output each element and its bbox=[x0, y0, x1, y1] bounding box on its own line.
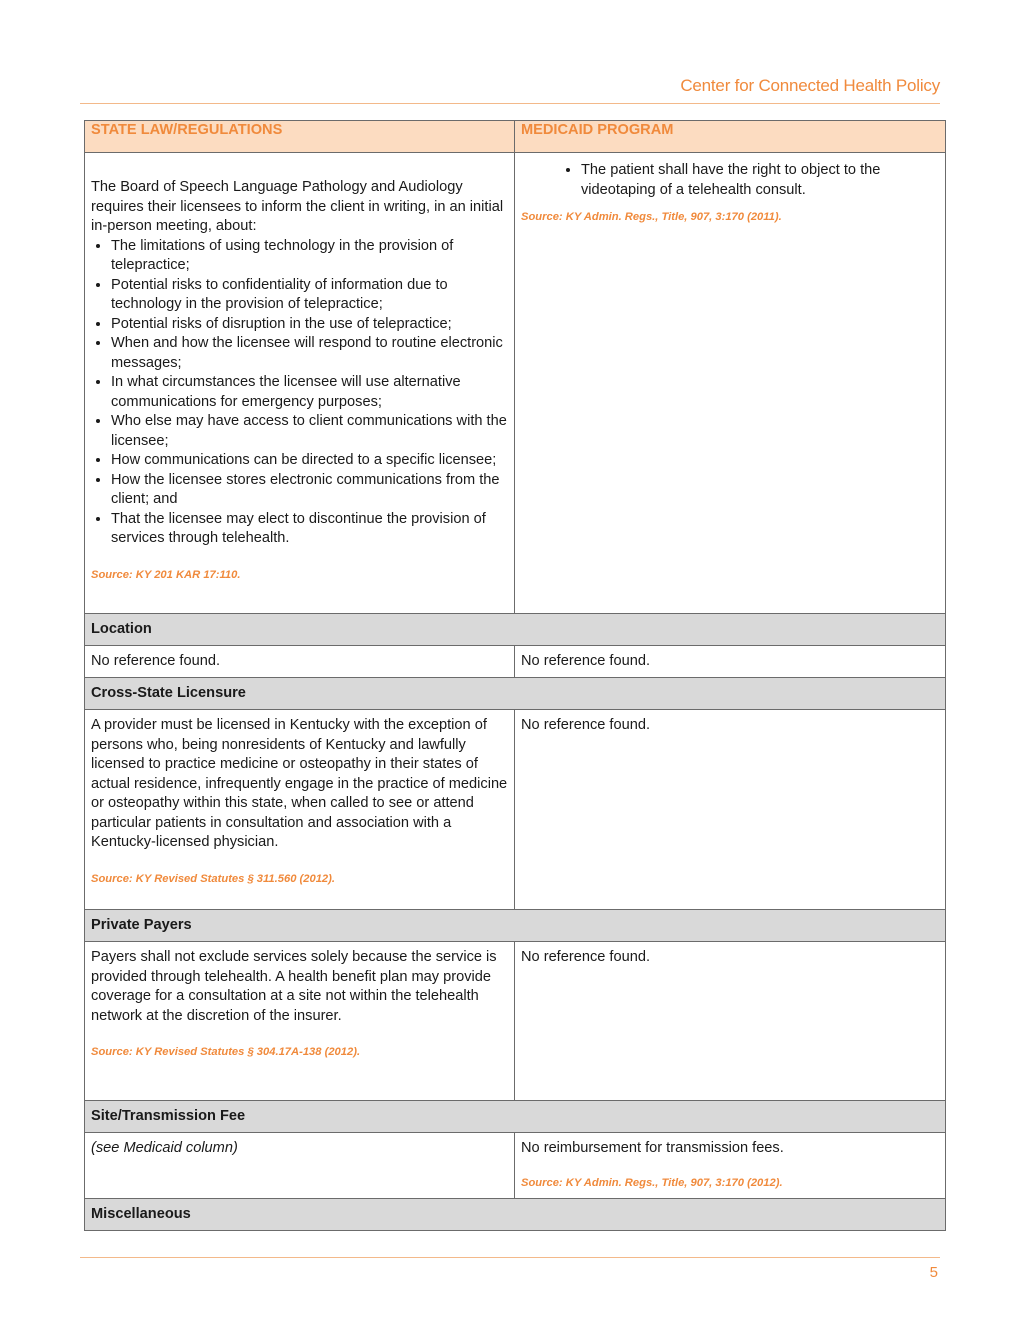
disclosure-item: • Potential risks to confidentiality of information due to technology in the provision of telepractice; bbox=[111, 276, 508, 315]
speech-language-intro: The Board of Speech Language Pathology and Audiology requires their licensees to inform the client in writing, in an initial in-person meeting, about: bbox=[91, 179, 504, 234]
section-heading: Miscellaneous bbox=[85, 1199, 946, 1231]
header-title: Center for Connected Health Policy bbox=[680, 76, 940, 95]
location-state-cell: No reference found. bbox=[85, 646, 515, 678]
medicaid-list bbox=[521, 161, 939, 200]
medicaid-item: • The patient shall have the right to object to the videotaping of a telehealth consult. bbox=[581, 161, 939, 200]
private-payers-medicaid-cell: No reference found. bbox=[515, 942, 946, 1101]
section-private-payers bbox=[85, 910, 946, 942]
speech-language-row bbox=[85, 153, 946, 614]
site-fee-state-cell: (see Medicaid column) bbox=[85, 1133, 515, 1199]
disclosure-item: • How communications can be directed to a specific licensee; bbox=[111, 451, 508, 471]
licensure-state-cell bbox=[85, 710, 515, 910]
section-heading: Location bbox=[85, 614, 946, 646]
disclosure-item: • Who else may have access to client communications with the licensee; bbox=[111, 412, 508, 451]
disclosure-item: • Potential risks of disruption in the use of telepractice; bbox=[111, 315, 508, 335]
disclosure-item: • That the licensee may elect to discontinue the provision of services through telehealth. bbox=[111, 510, 508, 549]
private-payers-text: Payers shall not exclude services solely because the service is provided through telehealth. A health benefit plan may provide coverage for a consultation at a site not within the telehealth network at the discretion of the insurer. bbox=[91, 949, 497, 1024]
section-cross-state-licensure bbox=[85, 678, 946, 710]
column-header-row bbox=[85, 121, 946, 153]
speech-language-medicaid-cell bbox=[515, 153, 946, 614]
licensure-source: Source: KY Revised Statutes § 311.560 (2012). bbox=[91, 872, 335, 885]
licensure-row bbox=[85, 710, 946, 910]
telehealth-policy-table bbox=[84, 120, 946, 1231]
header-rule bbox=[80, 103, 940, 104]
disclosure-item: • The limitations of using technology in the provision of telepractice; bbox=[111, 237, 508, 276]
disclosure-item: • When and how the licensee will respond to routine electronic messages; bbox=[111, 334, 508, 373]
section-heading: Cross-State Licensure bbox=[85, 678, 946, 710]
disclosure-item: • How the licensee stores electronic communications from the client; and bbox=[111, 471, 508, 510]
site-fee-text: No reimbursement for transmission fees. bbox=[521, 1140, 784, 1156]
section-miscellaneous bbox=[85, 1199, 946, 1231]
column-header-medicaid: MEDICAID PROGRAM bbox=[515, 121, 946, 153]
private-payers-row bbox=[85, 942, 946, 1101]
private-payers-source: Source: KY Revised Statutes § 304.17A-138 (2012). bbox=[91, 1046, 361, 1058]
speech-language-state-cell bbox=[85, 153, 515, 614]
section-heading: Site/Transmission Fee bbox=[85, 1101, 946, 1133]
site-fee-row bbox=[85, 1133, 946, 1199]
disclosure-item: • In what circumstances the licensee will use alternative communications for emergency purposes; bbox=[111, 373, 508, 412]
site-fee-source: Source: KY Admin. Regs., Title, 907, 3:170 (2012). bbox=[521, 1176, 783, 1189]
medicaid-source: Source: KY Admin. Regs., Title, 907, 3:170 (2011). bbox=[521, 211, 782, 223]
private-payers-state-cell bbox=[85, 942, 515, 1101]
speech-language-source: Source: KY 201 KAR 17:110. bbox=[91, 568, 241, 581]
licensure-text: A provider must be licensed in Kentucky with the exception of persons who, being nonresidents of Kentucky and lawfully licensed to practice medicine or osteopathy in their states of actual residence, infrequently engage in the practice of medicine or osteopathy within this state, when called to see or attend particular patients in consultation and association with a Kentucky-licensed physician. bbox=[91, 717, 508, 850]
section-heading: Private Payers bbox=[85, 910, 946, 942]
page-number: 5 bbox=[929, 1264, 938, 1281]
section-site-transmission-fee bbox=[85, 1101, 946, 1133]
location-medicaid-cell: No reference found. bbox=[515, 646, 946, 678]
disclosure-list bbox=[91, 237, 508, 549]
column-header-state: STATE LAW/REGULATIONS bbox=[85, 121, 515, 153]
licensure-medicaid-cell: No reference found. bbox=[515, 710, 946, 910]
site-fee-medicaid-cell bbox=[515, 1133, 946, 1199]
section-location bbox=[85, 614, 946, 646]
footer-rule bbox=[80, 1257, 940, 1258]
location-row bbox=[85, 646, 946, 678]
